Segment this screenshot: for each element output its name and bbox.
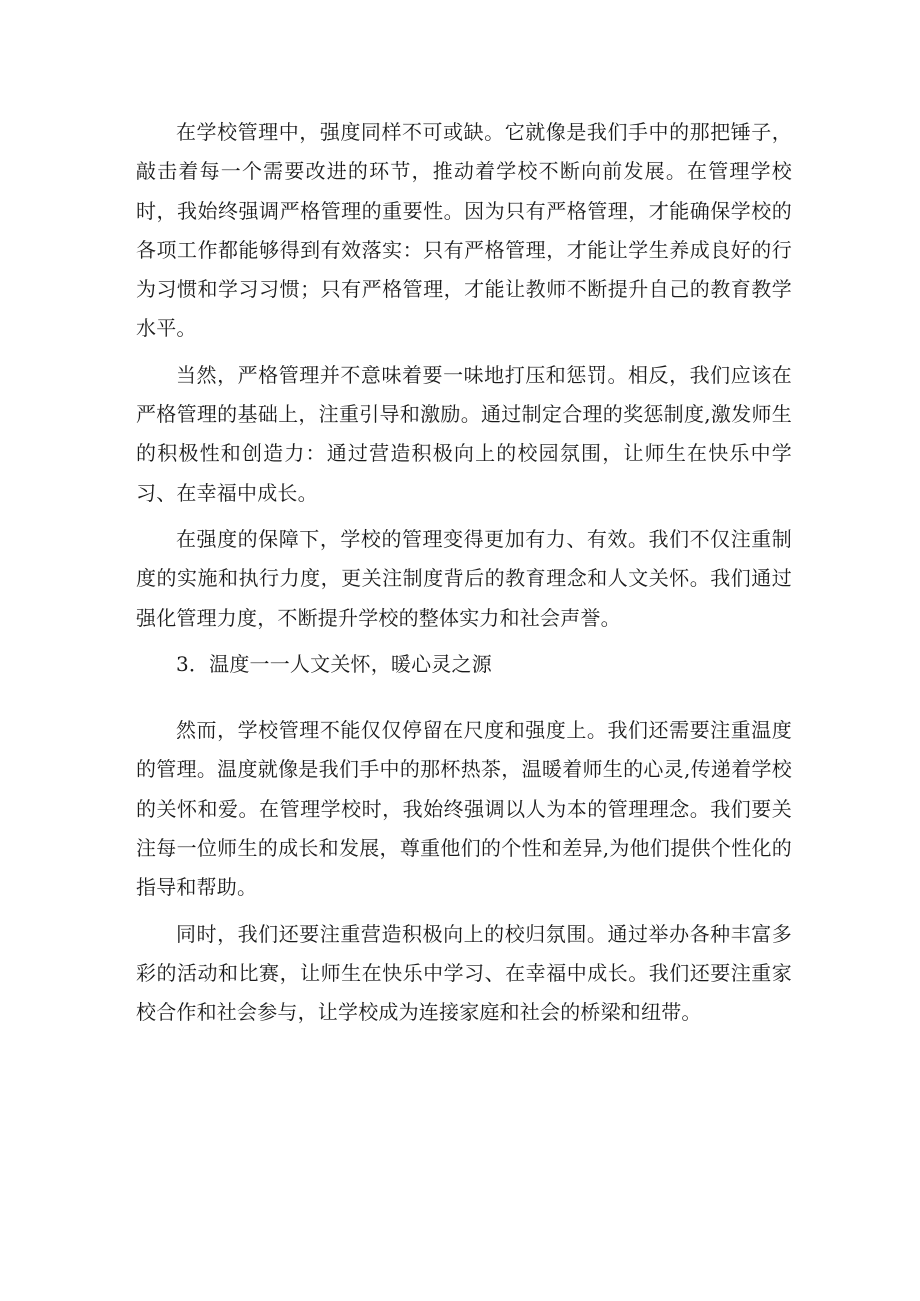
paragraph-1: 在学校管理中，强度同样不可或缺。它就像是我们手中的那把锤子，敲击着每一个需要改进的环节，推动着学校不断向前发展。在管理学校时，我始终强调严格管理的重要性。因为只有严格管理，才能确保学校的各项工作都能够得到有效落实：只有严格管理，才能让学生养成良好的行为习惯和学习习惯；只有严格管理，才能让教师不断提升自己的教育教学水平。 <box>136 120 792 341</box>
paragraph-spacer <box>136 638 792 645</box>
document-body <box>136 113 792 1033</box>
paragraph-4: 然而，学校管理不能仅仅停留在尺度和强度上。我们还需要注重温度的管理。温度就像是我们手中的那杯热茶，温暖着师生的心灵,传递着学校的关怀和爱。在管理学校时，我始终强调以人为本的管理理念。我们要关注每一位师生的成长和发展，尊重他们的个性和差异,为他们提供个性化的指导和帮助。 <box>136 718 792 900</box>
paragraph-spacer <box>136 349 792 356</box>
paragraph-spacer <box>136 908 792 915</box>
heading-spacer <box>136 684 792 711</box>
paragraph-2: 当然，严格管理并不意味着要一味地打压和惩罚。相反，我们应该在严格管理的基础上，注重引导和激励。通过制定合理的奖惩制度,激发师生的积极性和创造力：通过营造积极向上的校园氛围，让师生在快乐中学习、在幸福中成长。 <box>136 362 792 505</box>
paragraph-5: 同时，我们还要注重营造积极向上的校归氛围。通过举办各种丰富多彩的活动和比赛，让师生在快乐中学习、在幸福中成长。我们还要注重家校合作和社会参与，让学校成为连接家庭和社会的桥梁和纽带。 <box>136 921 792 1025</box>
paragraph-3: 在强度的保障下，学校的管理变得更加有力、有效。我们不仅注重制度的实施和执行力度，更关注制度背后的教育理念和人文关怀。我们通过强化管理力度，不断提升学校的整体实力和社会声誉。 <box>136 526 792 630</box>
section-heading: 3．温度一一人文关怀，暖心灵之源 <box>176 651 492 676</box>
paragraph-spacer <box>136 513 792 520</box>
